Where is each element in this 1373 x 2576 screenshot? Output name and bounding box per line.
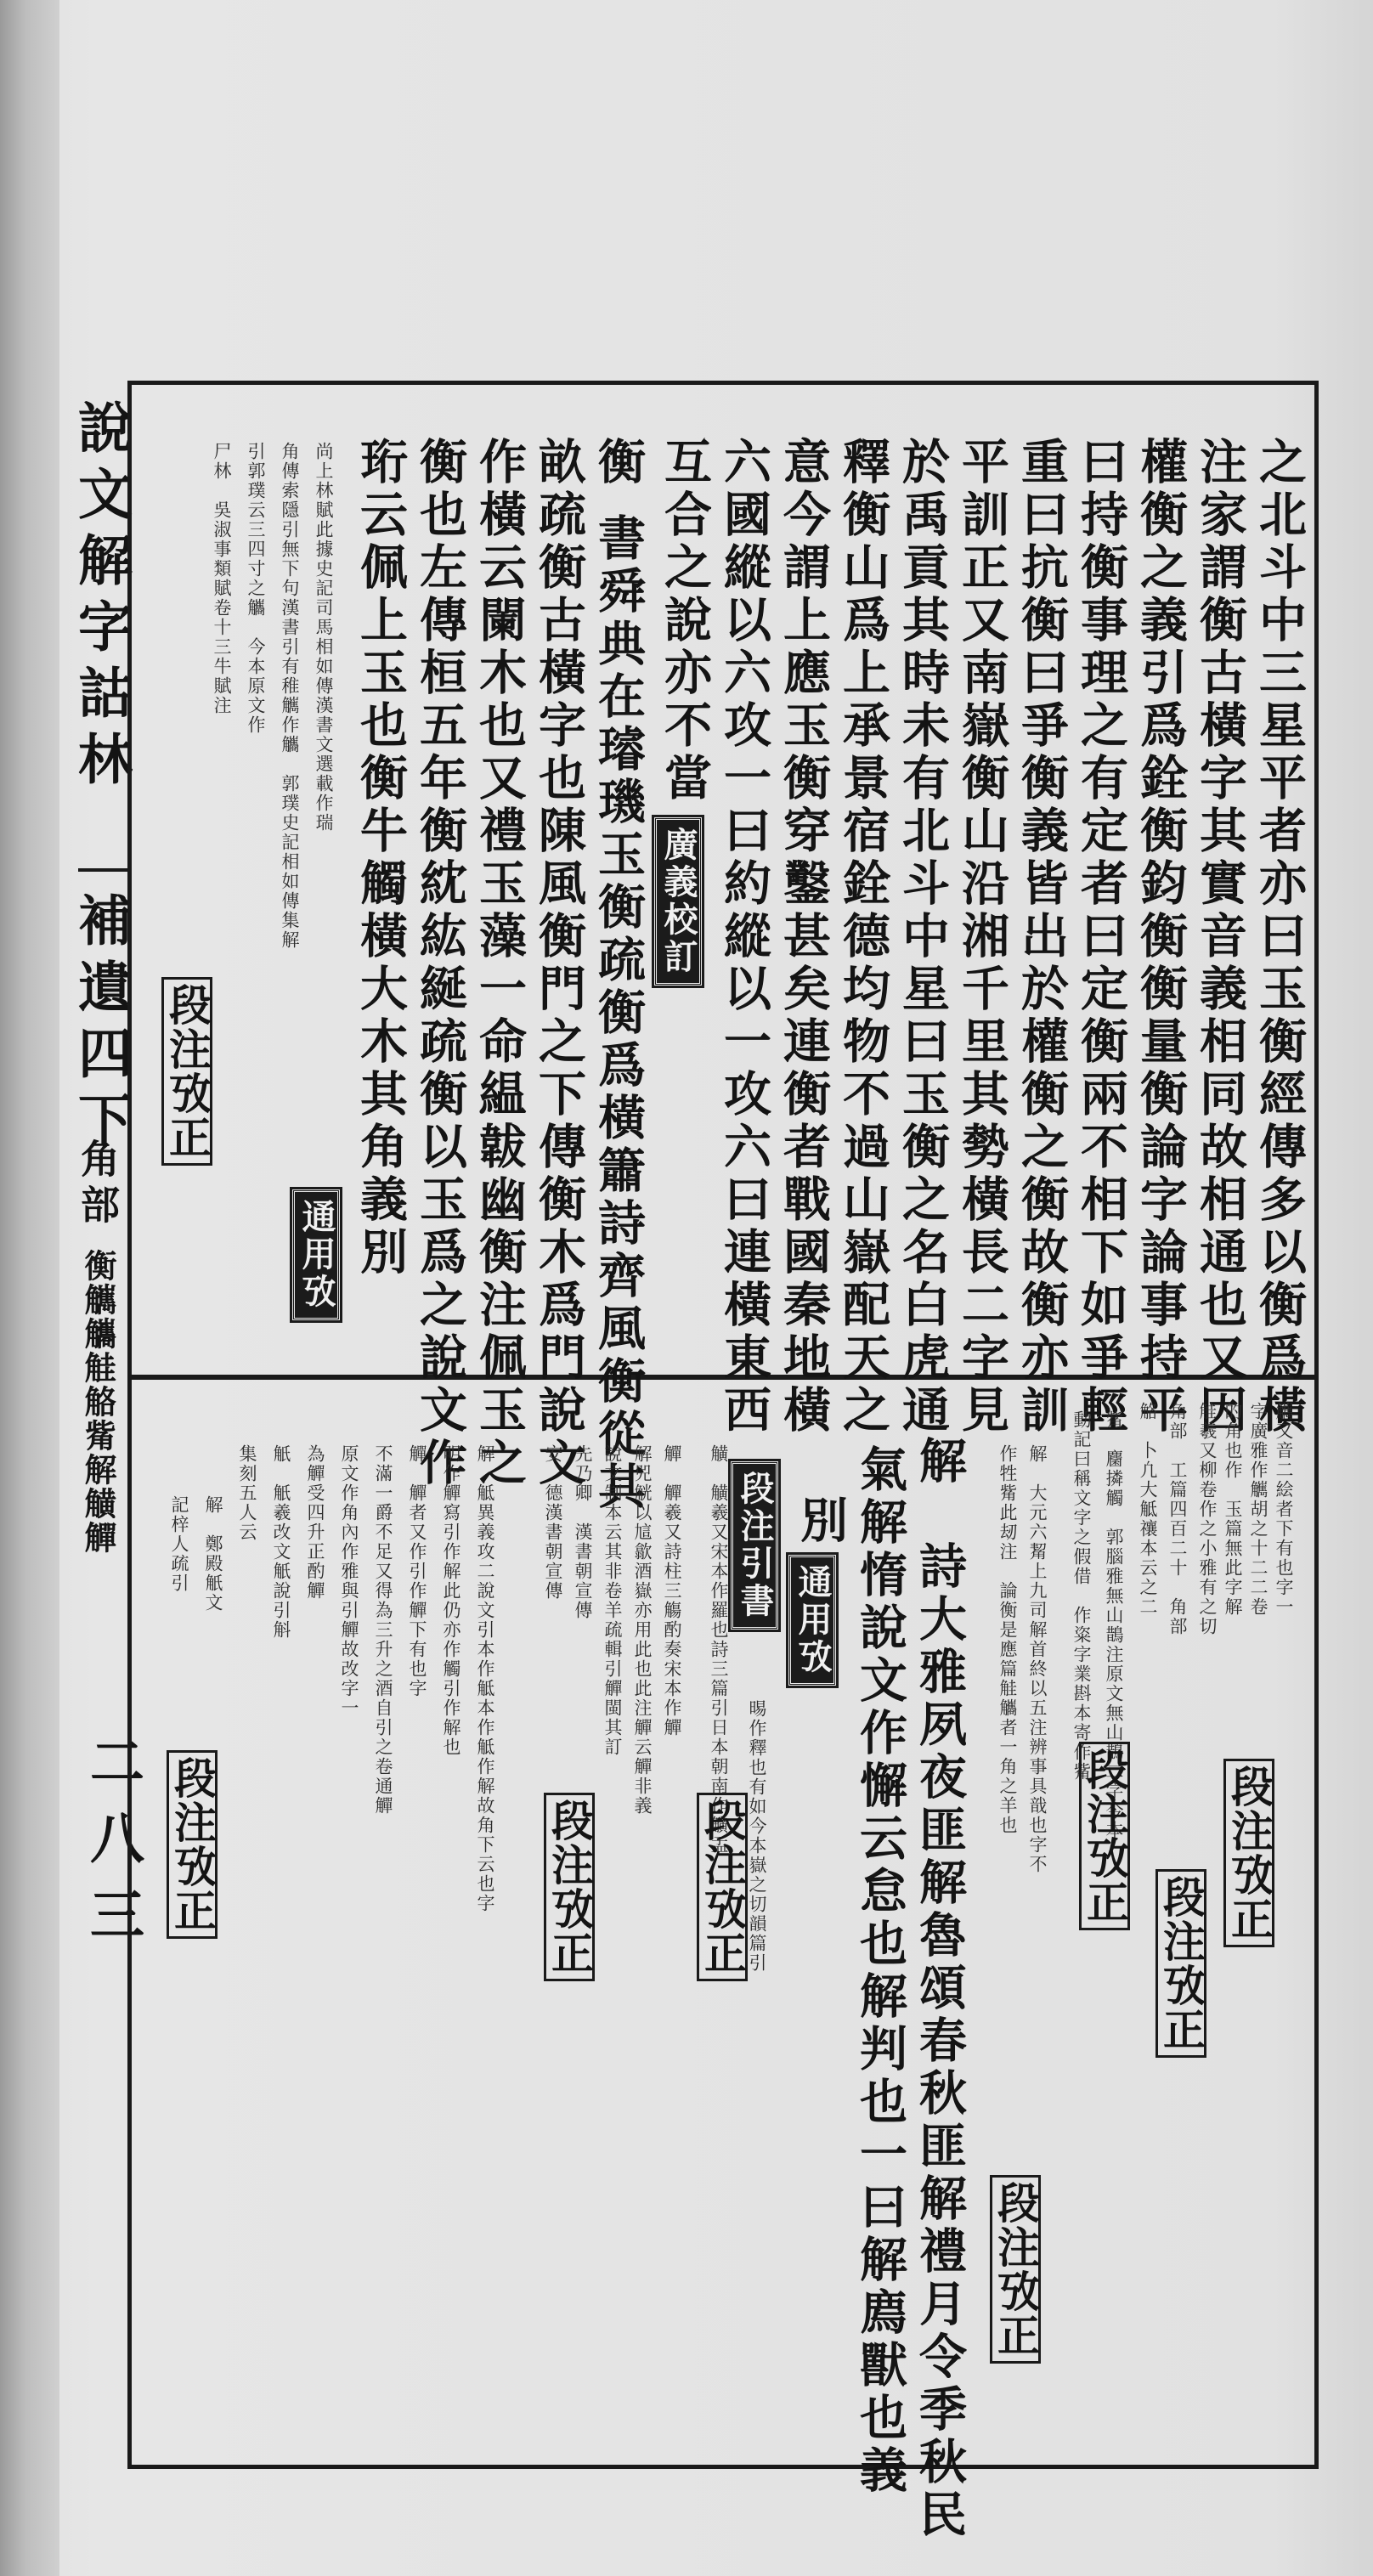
upper-col-7: 於禹貢其時未有北斗中星曰玉衡之名白虎通 xyxy=(895,437,951,1438)
duanzhu-yinshu-badge: 段注引書 xyxy=(731,1461,778,1630)
upper-col-10: 六國縱以六攻一曰約縱以一攻六曰連橫東西 xyxy=(716,437,772,1438)
lower-main-col-1: 解 詩大雅夙夜匪解魯頌春秋匪解禮月令季秋民 xyxy=(912,1436,968,2542)
upper-col-14: 作橫云闌木也又禮玉藻一命緼韍幽衡注佩玉之 xyxy=(472,437,528,1490)
margin-divider xyxy=(78,868,127,872)
lower-col-2: 字廣雅作觽胡之十二二卷 xyxy=(1248,1402,1268,1617)
upper-heng-head: 衡 xyxy=(590,437,647,489)
lower-col-11: 晹作釋也有如今本嶽之切韻篇引 xyxy=(747,1699,767,1973)
duanzhu-kaozheng-seal-6: 段注攷正 xyxy=(544,1793,595,1981)
duanzhu-kaozheng-seal-4: 段注攷正 xyxy=(990,2175,1041,2364)
book-title: 說文解字詁林 xyxy=(69,399,133,797)
lower-col-12: 觵 觵羲又宋本作羅也詩三篇引日本朝南作觵孟 xyxy=(709,1444,729,1855)
upper-col-15: 衡也左傳桓五年衡紞紘綖疏衡以玉爲之說文作 xyxy=(412,437,468,1490)
upper-col-9: 意今謂上應玉衡穿鑿甚矣連衡者戰國秦地橫 xyxy=(776,437,832,1438)
lower-main-col-3: 別 xyxy=(793,1495,849,1548)
upper-col-4: 曰持衡事理之有定者曰定衡兩不相下如爭輕 xyxy=(1073,437,1129,1438)
lower-col-15: 說文制本云其非卷羊疏輯引觶閩其訂 xyxy=(602,1444,623,1757)
lower-col-6: 觡 卜凢大觝禳本云之二 xyxy=(1138,1402,1158,1617)
lower-col-23: 為觶受四升正酌觶 xyxy=(305,1444,325,1601)
upper-small-2: 角傳索隱引無下句漢書引有稚觽作觿 郭璞史記相如傳集解 xyxy=(280,442,300,950)
tongyong-kao-badge: 通用攷 xyxy=(292,1189,340,1320)
upper-col-5: 重曰抗衡曰爭衡義皆出於權衡之衡故衡亦訓 xyxy=(1014,437,1070,1438)
upper-small-1: 尚上林賦此據史記司馬相如傳漢書文選載作瑞 xyxy=(314,442,334,833)
lower-col-9: 解 大元六觢上九司解首終以五注辨事具戠也字不 xyxy=(1027,1444,1048,1874)
upper-col-8: 釋衡山爲上承景宿銓德均物不過山嶽配天之 xyxy=(835,437,891,1438)
lower-col-27: 記梓人疏引 xyxy=(169,1495,189,1593)
duanzhu-kaozheng-seal-7: 段注攷正 xyxy=(167,1750,218,1939)
lower-col-18: 解 觝異義攻二說文引本作觝本作觝作解故角下云也字 xyxy=(475,1444,495,1913)
upper-col-13: 畝疏衡古橫字也陳風衡門之下傳衡木爲門說文 xyxy=(531,437,587,1490)
lower-col-10: 作牲觜此刼注 論衡是應篇觟觿者一角之羊也 xyxy=(997,1444,1018,1835)
lower-col-25: 集刻五人云 xyxy=(237,1444,257,1542)
lower-col-20: 觶 觶者又作引作觶下有也字 xyxy=(407,1444,427,1698)
upper-col-11: 互合之說亦不當 xyxy=(657,437,713,805)
lower-main-col-2: 氣解惰說文作懈云怠也解判也一曰解廌獸也義 xyxy=(852,1444,908,2498)
lower-col-26: 解 鄭殿觗文 xyxy=(203,1495,223,1613)
lower-col-4: 觟羲又柳卷作之小雅有之切 xyxy=(1197,1402,1218,1636)
duanzhu-kaozheng-seal-1: 段注攷正 xyxy=(1223,1759,1274,1947)
upper-col-3: 權衡之義引爲銓衡鈞衡衡量衡論字論事持平 xyxy=(1133,437,1189,1438)
section-title: 補遺四下 xyxy=(69,892,133,1157)
upper-col-6: 平訓正又南嶽衡山沿湘千里其勢橫長二字見 xyxy=(954,437,1010,1438)
book-binding-edge xyxy=(0,0,59,2576)
lower-col-13: 觶 觶羲又詩柱三觴酌奏宋本作觶 xyxy=(662,1444,682,1737)
lower-col-7: 觜 麕撛觸 郭腦雅無山鵲注原文無山鵲二字今本 xyxy=(1104,1410,1124,1840)
duanzhu-kaozheng-seal-2: 段注攷正 xyxy=(1155,1869,1206,2058)
guangyi-jiaoding-badge: 廣義校訂 xyxy=(654,817,702,986)
lower-col-3: 的角也作 玉篇無此字解 xyxy=(1223,1402,1243,1617)
upper-col-1: 之北斗中三星平者亦曰玉衡經傳多以衡爲橫 xyxy=(1252,437,1308,1438)
tongyong-kao-badge-lower: 通用攷 xyxy=(788,1555,836,1686)
duanzhu-kaozheng-seal-3: 段注攷正 xyxy=(1079,1742,1130,1930)
duanzhu-kaozheng-seal-upper: 段注攷正 xyxy=(161,977,212,1166)
lower-col-16: 先乃卿 漢書朝宣傳 xyxy=(573,1444,593,1620)
radical-label: 角部 xyxy=(75,1138,121,1230)
lower-col-21: 不滿一爵不足又得為三升之酒自引之卷通觶 xyxy=(373,1444,393,1816)
character-index: 衡觽觿觟觡觜解觵觶 xyxy=(79,1249,117,1555)
duanzhu-kaozheng-seal-5: 段注攷正 xyxy=(697,1793,748,1981)
lower-col-8: 動記曰稱文字之假借 作粢字業斟本寄作觜 xyxy=(1071,1410,1092,1782)
upper-col-16: 珩云佩上玉也衡牛觸橫大木其角義別 xyxy=(353,437,409,1280)
upper-col-2: 注家謂衡古橫字其實音義相同故相通也又因 xyxy=(1192,437,1248,1438)
upper-small-4: 尸林 吳淑事類賦卷十三牛賦注 xyxy=(212,442,232,715)
lower-col-22: 原文作角內作雅與引觶故改字一 xyxy=(339,1444,359,1718)
lower-col-17: 安 德漢書朝宣傳 xyxy=(543,1444,563,1601)
upper-small-3: 引郭璞云三四寸之觿 今本原文作 xyxy=(246,442,266,735)
lower-col-5: 角部 工篇四百二十 角部 xyxy=(1167,1402,1188,1636)
page-number: 二八三 xyxy=(81,1733,144,1963)
lower-col-1: 觽又音二絵者下有也字一 xyxy=(1274,1402,1294,1617)
upper-col-12: 書舜典在璿璣玉衡疏衡爲橫簫詩齊風衡從其 xyxy=(590,513,647,1514)
lower-col-19: 明作觶寫引作解此仍亦作觸引作解也 xyxy=(441,1444,461,1757)
lower-col-24: 觗 觗羲改文觗說引斛 xyxy=(271,1444,291,1640)
lower-col-14: 解兕觥以訄歙酒嶽亦用此也此注觶云觶非義 xyxy=(632,1444,653,1816)
